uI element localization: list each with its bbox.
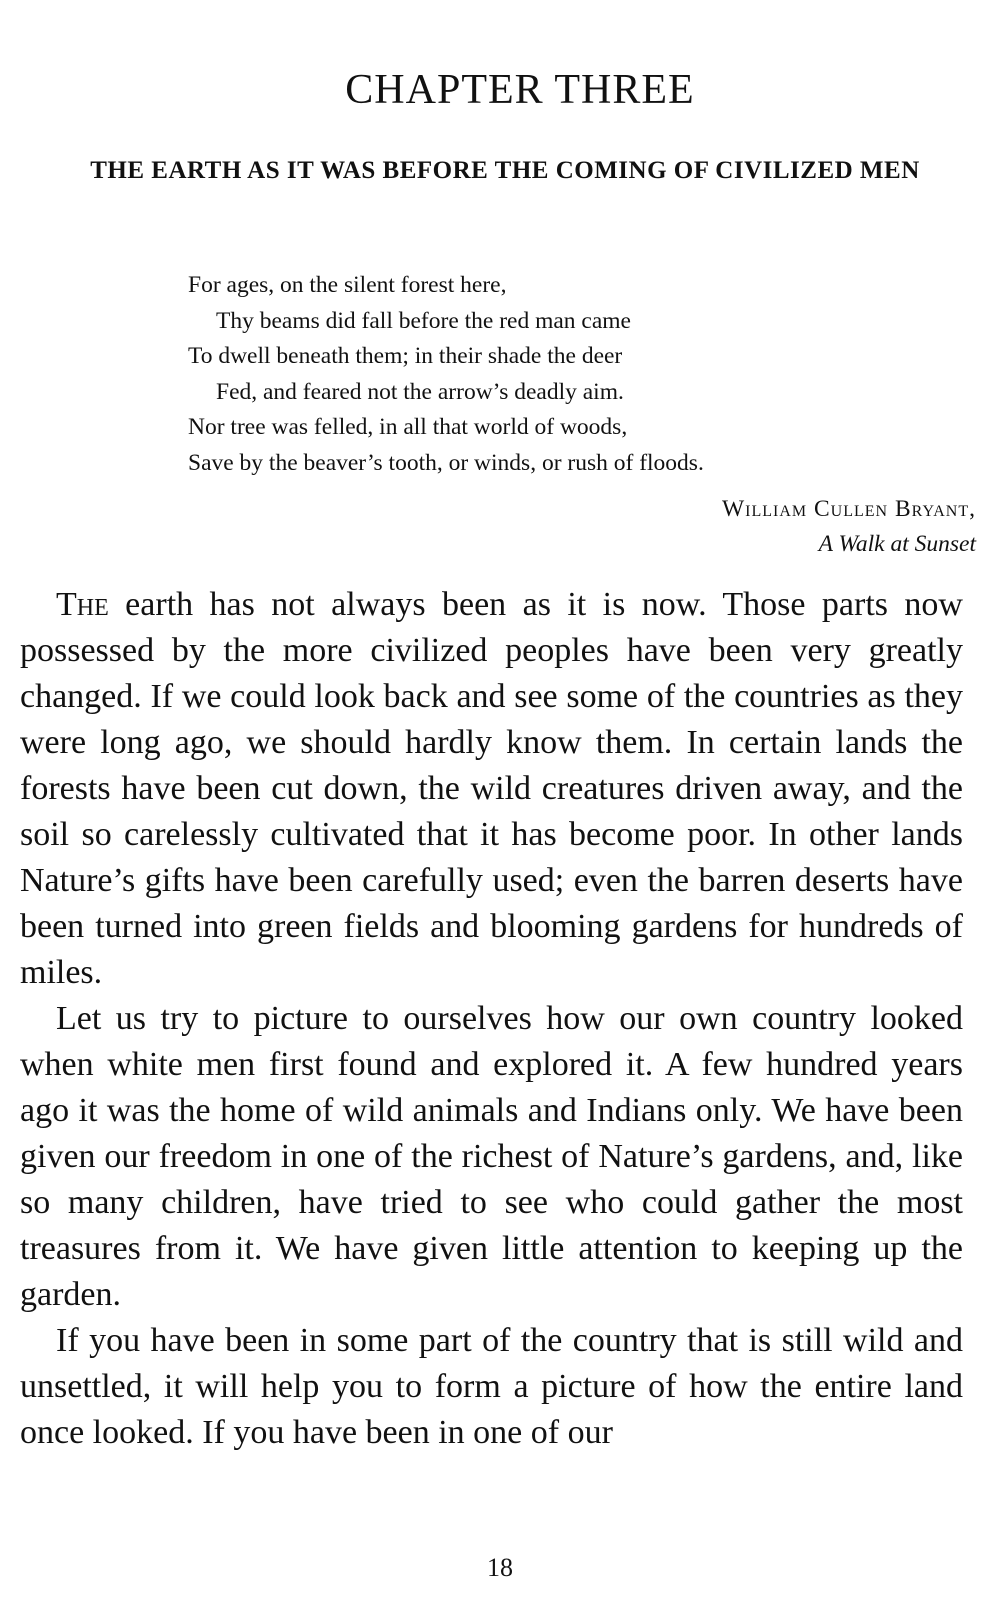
page-number: 18 — [487, 1553, 513, 1582]
poem-line: Save by the beaver’s tooth, or winds, or rush of floods. — [188, 449, 704, 476]
paragraph-text: Let us try to picture to ourselves how our own country looked when white men first found and explored it. A few hundred years ago it was the home of wild animals and Indians only. We have been given our freedom in one of the richest of Nature’s gardens, and, like so many children, have tried to see who could gather the most treasures from it. We have given little attention to keeping up the garden. — [20, 1000, 963, 1313]
body-text — [20, 582, 963, 1456]
attribution-author: William Cullen Bryant, — [721, 496, 976, 522]
chapter-subtitle: THE EARTH AS IT WAS BEFORE THE COMING OF CIVILIZED MEN — [90, 157, 920, 184]
chapter-title: CHAPTER THREE — [345, 67, 695, 113]
poem-line: Fed, and feared not the arrow’s deadly aim. — [216, 378, 624, 405]
poem-line: For ages, on the silent forest here, — [188, 272, 507, 298]
body-paragraph — [20, 582, 963, 996]
body-paragraph — [20, 1318, 963, 1456]
paragraph-text: If you have been in some part of the country that is still wild and unsettled, it will help you to form a picture of how the entire land once looked. If you have been in one of our — [20, 1322, 963, 1451]
epigraph-poem — [188, 268, 978, 481]
poem-line: Nor tree was felled, in all that world of woods, — [188, 414, 628, 440]
lead-word: The — [56, 586, 109, 623]
body-paragraph — [20, 996, 963, 1318]
epigraph-attribution — [722, 492, 976, 562]
poem-line: To dwell beneath them; in their shade the deer — [188, 343, 623, 369]
poem-line: Thy beams did fall before the red man came — [216, 307, 631, 334]
paragraph-text: earth has not always been as it is now. Those parts now possessed by the more civilized peoples have been very greatly changed. If we could look back and see some of the countries as they were long ago, we should hardly know them. In certain lands the forests have been cut down, the wild creatures driven away, and the soil so carelessly cultivated that it has become poor. In other lands Nature’s gifts have been carefully used; even the barren deserts have been turned into green fields and blooming gardens for hundreds of miles. — [20, 586, 963, 991]
attribution-work-title: A Walk at Sunset — [818, 531, 976, 557]
